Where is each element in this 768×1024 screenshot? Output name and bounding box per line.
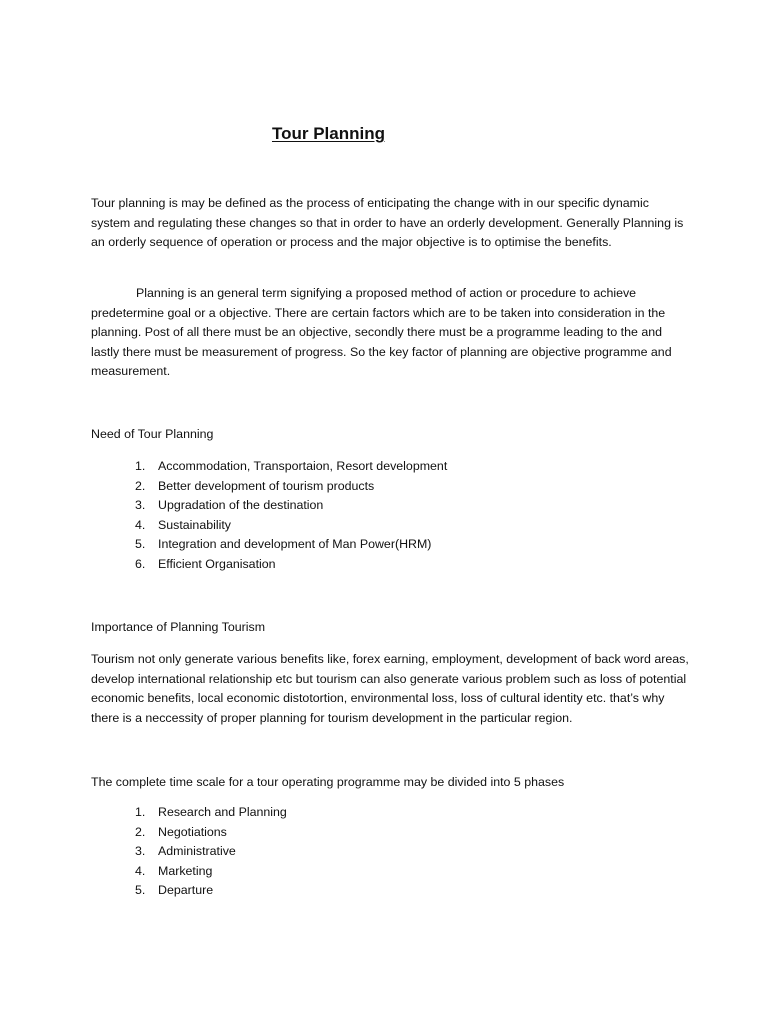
list-item — [135, 516, 447, 536]
list-item-number: 4. — [135, 863, 146, 878]
list-item — [135, 803, 287, 823]
list-item-text: Efficient Organisation — [158, 556, 276, 571]
list-item — [135, 457, 447, 477]
list-item-number: 3. — [135, 844, 146, 859]
list-item-text: Integration and development of Man Power(HRM) — [158, 537, 432, 552]
list-item-text: Departure — [158, 883, 214, 898]
list-item-text: Upgradation of the destination — [158, 498, 324, 513]
list-item-number: 5. — [135, 537, 146, 552]
list-item-number: 4. — [135, 517, 146, 532]
list-item — [135, 823, 287, 843]
need-heading: Need of Tour Planning — [91, 427, 214, 441]
list-item-number: 2. — [135, 824, 146, 839]
list-item-number: 3. — [135, 498, 146, 513]
list-item-text: Better development of tourism products — [158, 478, 375, 493]
list-item-number: 1. — [135, 459, 146, 473]
list-item — [135, 477, 447, 497]
general-paragraph: Planning is an general term signifying a proposed method of action or procedure to achieve predetermine goal or a objective. There are certain factors which are to be taken into consideration in the planning. Post of all there must be an objective, secondly there must be a programme leading to the and lastly there must be measurement of progress. So the key factor of planning are objective programme and measurement. — [91, 286, 672, 379]
list-item — [135, 881, 287, 901]
intro-paragraph: Tour planning is may be defined as the process of enticipating the change with in our specific dynamic system and regulating these changes so that in order to have an orderly development. Generally Planning is an orderly sequence of operation or process and the major objective is to optimise the benefits. — [91, 196, 684, 250]
page-title: Tour Planning — [271, 124, 385, 143]
list-item — [135, 496, 447, 516]
list-item-text: Marketing — [158, 863, 213, 878]
importance-paragraph: Tourism not only generate various benefits like, forex earning, employment, development of back word areas, develop international relationship etc but tourism can also generate various problem such as loss of potential economic benefits, local economic distotortion, environmental loss, loss of cultural identity etc. that’s why there is a neccessity of proper planning for tourism development in the particular region. — [91, 652, 689, 725]
need-list — [135, 457, 447, 575]
phases-intro: The complete time scale for a tour operating programme may be divided into 5 phases — [91, 775, 565, 789]
list-item-number: 2. — [135, 478, 146, 493]
importance-heading: Importance of Planning Tourism — [91, 620, 266, 634]
list-item-text: Administrative — [158, 844, 236, 859]
list-item — [135, 535, 447, 555]
phases-list — [135, 803, 287, 901]
list-item-text: Accommodation, Transportaion, Resort development — [158, 459, 448, 473]
list-item-number: 6. — [135, 556, 146, 571]
list-item-number: 1. — [135, 805, 146, 819]
list-item — [135, 842, 287, 862]
list-item-text: Sustainability — [158, 517, 232, 532]
list-item-number: 5. — [135, 883, 146, 898]
list-item-text: Research and Planning — [158, 805, 287, 819]
list-item — [135, 862, 287, 882]
list-item-text: Negotiations — [158, 824, 227, 839]
list-item — [135, 555, 447, 575]
